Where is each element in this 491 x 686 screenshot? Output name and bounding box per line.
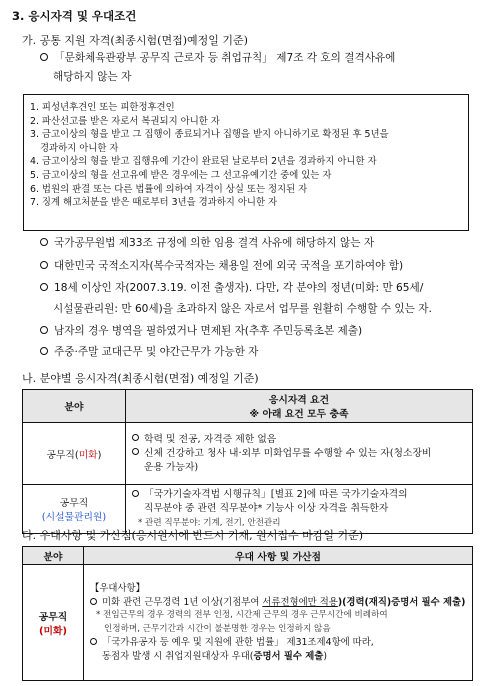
preference-item: 미화 관련 근무경력 1년 이상(기점부여 서류전형에만 적용)(경력(재직)증명서 필수 제출) <box>90 596 466 610</box>
section-title: 3. 응시자격 및 우대조건 <box>12 9 137 23</box>
circle-bullet-icon <box>40 347 48 355</box>
heading-na: 나. 분야별 응시자격(최종시험(면접) 예정일 기준) <box>22 372 259 385</box>
bullet-shift: 주중·주말 교대근무 및 야간근무가 가능한 자 <box>40 343 258 362</box>
intro-line-1: 「문화체육관광부 공무직 근로자 등 취업규칙」 제7조 각 호의 결격사유에 <box>40 49 395 68</box>
cleaning-requirements <box>126 423 473 485</box>
preference-details: 【우대사항】 미화 관련 근무경력 1년 이상(기점부여 서류전형에만 적용)(경력(재직)증명서 필수 제출) * 전임근무의 경우 경력의 전부 인정, 시간제 근무의 경우 근무시간에 비례하여 인정하며, 근무기간과 시간이 불분명한 경우는 인정하지 않음 「국가유공자 등 예우 및 지원에 관한 법률」 제31조제4항에 따라, 동점자 발생 시 취업지원대상자 우대(증명서 필수 제출) <box>84 565 473 681</box>
field-requirements-table <box>22 389 473 534</box>
circle-bullet-icon <box>90 598 97 605</box>
facility-requirements: 「국가기술자격법 시행규칙」[별표 2]에 따른 국가기술자격의 직무분야 중 관련 직무분야* 기능사 이상 자격을 취득한자 * 관련 직무분야: 기계, 전기, 안전관리 <box>126 485 473 534</box>
bullet-nationality: 대한민국 국적소지자(복수국적자는 채용일 전에 외국 국적을 포기하여야 함) <box>40 257 403 276</box>
circle-bullet-icon <box>132 434 139 441</box>
bullet-age-cont: 시설물관리원: 만 60세)을 초과하지 않은 자로서 업무를 원활히 수행할 수 있는 자. <box>53 303 432 315</box>
disq-item: 4. 금고이상의 형을 받고 집행유예 기간이 완료된 날로부터 2년을 경과하지 아니한 자 <box>30 156 377 168</box>
circle-bullet-icon <box>40 261 48 269</box>
heading-ga: 가. 공통 지원 자격(최종시험(면접)예정일 기준) <box>22 34 248 47</box>
circle-bullet-icon <box>40 326 48 334</box>
disq-item: 1. 피성년후견인 또는 피한정후견인 <box>30 102 175 113</box>
bullet-age: 18세 이상인 자(2007.3.19. 이전 출생자). 다만, 각 분야의 정년(미화: 만 65세/ <box>40 279 423 298</box>
list-item: 학력 및 전공, 자격증 제한 없음 <box>132 433 466 447</box>
bullet-military: 남자의 경우 병역을 필하였거나 면제된 자(추후 주민등록초본 제출) <box>40 322 362 341</box>
intro-line-2: 해당하지 않는 자 <box>53 71 132 83</box>
col-preference-header: 우대 사항 및 가산점 <box>84 547 473 565</box>
col-requirements-header: 응시자격 요건 ※ 아래 요건 모두 충족 <box>126 390 473 423</box>
disq-item: 7. 징계 해고처분을 받은 때로부터 3년을 경과하지 아니한 자 <box>30 197 278 209</box>
disq-item: 3. 금고이상의 형을 받고 그 집행이 종료되거나 집행을 받지 아니하기로 확정된 후 5년을 <box>30 129 389 141</box>
circle-bullet-icon <box>40 238 48 246</box>
col-field-header: 분야 <box>23 390 126 423</box>
field-cleaning: 공무직 (미화) <box>23 565 84 681</box>
circle-bullet-icon <box>90 638 97 645</box>
col-field-header: 분야 <box>23 547 84 565</box>
disq-item: 5. 금고이상의 형을 선고유예 받은 경우에는 그 선고유예기간 중에 있는 자 <box>30 169 332 181</box>
circle-bullet-icon <box>132 490 139 497</box>
circle-bullet-icon <box>40 283 48 291</box>
disqualification-box <box>23 94 469 231</box>
disq-item-cont: 경과하지 아니한 자 <box>40 142 119 154</box>
preference-table <box>22 546 473 681</box>
preference-item: 「국가유공자 등 예우 및 지원에 관한 법률」 제31조제4항에 따라, <box>90 636 466 650</box>
field-facility: 공무직 (시설물관리원) <box>23 485 126 534</box>
field-cleaning: 공무직(미화) <box>23 423 126 485</box>
circle-bullet-icon <box>40 53 48 61</box>
bullet-civil-law: 국가공무원법 제33조 규정에 의한 임용 결격 사유에 해당하지 않는 자 <box>40 234 374 253</box>
list-item: 신체 건강하고 청사 내·외부 미화업무를 수행할 수 있는 자(청소장비 <box>132 447 466 461</box>
related-fields-note: * 관련 직무분야: 기계, 전기, 안전관리 <box>138 518 281 528</box>
preference-label: 【우대사항】 <box>90 583 145 594</box>
list-item-cont: 운용 가능자) <box>144 461 199 473</box>
list-item: 「국가기술자격법 시행규칙」[별표 2]에 따른 국가기술자격의 <box>132 488 466 502</box>
heading-da: 다. 우대사항 및 가산점(응시원서에 반드시 기재, 원서접수 마감일 기준) <box>22 529 364 542</box>
circle-bullet-icon <box>132 448 139 455</box>
disq-item: 2. 파산선고를 받은 자로서 복권되지 아니한 자 <box>30 115 220 127</box>
disq-item: 6. 법원의 판결 또는 다른 법률에 의하여 자격이 상실 또는 정지된 자 <box>30 183 308 195</box>
